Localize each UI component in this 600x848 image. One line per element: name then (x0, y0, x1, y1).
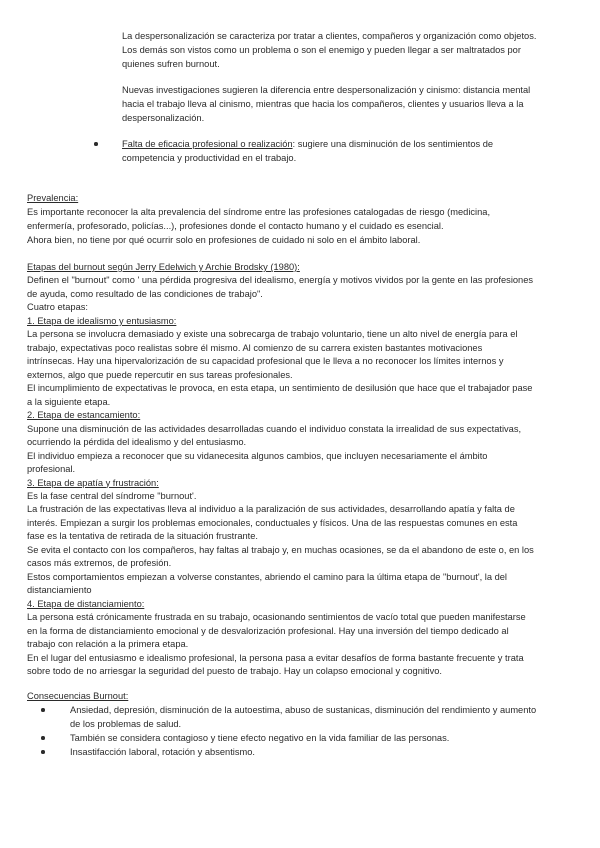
text-line: quienes sufren burnout. (122, 59, 220, 69)
text-line: trabajo, expectativas poco realistas sobre él mismo. Al comienzo de su carrera existen bastantes motivaciones (27, 342, 483, 353)
stage-title-text: 2. Etapa de estancamiento: (27, 410, 141, 421)
text-line: Estos comportamientos empiezan a volverse constantes, abriendo el camino para la última etapa de "burnout', la del (27, 571, 508, 582)
text-line: Definen el "burnout" como ' una pérdida progresiva del idealismo, energía y motivos vividos por la gente en las profesiones (27, 275, 534, 286)
section-heading (27, 261, 534, 274)
text-line: También se considera contagioso y tiene efecto negativo en la vida familiar de las personas. (70, 733, 450, 743)
consecuencias-section (27, 689, 536, 759)
text-line: Supone una disminución de las actividades desarrolladas cuando el individuo constata la irrealidad de sus expectativas, (27, 423, 522, 434)
text-line: Es importante reconocer la alta prevalencia del síndrome entre las profesiones catalogadas de riesgo (medicina, (27, 207, 491, 217)
text-line: La persona se involucra demasiado y existe una sobrecarga de trabajo voluntario, tiene un alto nivel de energía para el (27, 329, 518, 340)
text-line: El incumplimiento de expectativas le provoca, en esta etapa, un sentimiento de desilusión que hace que el trabajador pase (27, 383, 533, 394)
stage-block (27, 598, 534, 679)
stages-count-label: Cuatro etapas: (27, 302, 88, 313)
text-line: competencia y productividad en el trabajo. (122, 153, 297, 163)
bullet-item (70, 745, 536, 759)
bullet-icon (94, 142, 98, 146)
text-line: El individuo empieza a reconocer que su vidanecesita algunos cambios, que incluyen necesariamente el ámbito (27, 450, 488, 461)
text-line: La despersonalización se caracteriza por tratar a clientes, compañeros y organización como objetos. (122, 31, 537, 41)
bullet-icon (41, 708, 45, 712)
text-line (122, 137, 600, 151)
text-line: Insastifacción laboral, rotación y absentismo. (70, 747, 255, 757)
section-heading-text: Prevalencia: (27, 193, 79, 203)
intro-paragraph (122, 83, 530, 125)
section-heading (27, 191, 490, 205)
section-heading-text: Etapas del burnout según Jerry Edelwich y Archie Brodsky (1980): (27, 262, 300, 272)
text-line: intrínsecas. Hay una hipervalorización de su capacidad profesional que le lleva a no reconocer los límites internos y (27, 356, 504, 367)
stage-title (27, 477, 534, 490)
text-line: Ahora bien, no tiene por qué ocurrir solo en profesiones de cuidado ni solo en el ámbito laboral. (27, 235, 421, 245)
bullet-list (70, 703, 536, 759)
bullet-text: : sugiere una disminución de los sentimientos de (292, 139, 494, 149)
text-line: despersonalización. (122, 113, 205, 123)
text-line: ocurriendo la pérdida del idealismo y del entusiasmo. (27, 437, 247, 448)
text-line: Es la fase central del síndrome "burnout'. (27, 490, 197, 501)
text-line: La persona está crónicamente frustrada en su trabajo, ocasionando sentimientos de vacío total que pueden manifestarse (27, 612, 526, 623)
text-line: Ansiedad, depresión, disminución de la autoestima, abuso de sustanicas, disminución del rendimiento y aumento (70, 705, 537, 715)
text-line: sobre todo de no arriesgar la seguridad del puesto de trabajo. Hay un colapso emocional y cognitivo. (27, 666, 443, 677)
text-line: profesional. (27, 464, 76, 475)
stage-title-text: 4. Etapa de distanciamiento: (27, 598, 145, 609)
bullet-term: Falta de eficacia profesional o realización (122, 139, 293, 149)
stage-title (27, 315, 534, 328)
text-line: de los problemas de salud. (70, 719, 182, 729)
text-line: La frustración de las expectativas lleva al individuo a la paralización de sus actividades, desarrollando apatía y falta de (27, 504, 515, 515)
text-line: fase es la tentativa de retirada de la situación frustrante. (27, 531, 259, 542)
text-line: Nuevas investigaciones sugieren la diferencia entre despersonalización y cinismo: distancia mental (122, 85, 531, 95)
text-line: distanciamiento (27, 585, 92, 596)
text-line: En el lugar del entusiasmo e idealismo profesional, la persona pasa a evitar desafíos de forma bastante frecuente y trata (27, 652, 524, 663)
etapas-section (27, 261, 534, 679)
stage-title-text: 1. Etapa de idealismo y entusiasmo: (27, 315, 177, 326)
section-heading-text: Consecuencias Burnout: (27, 691, 129, 701)
stage-title (27, 409, 534, 422)
text-line: trabajo con relación a la primera etapa. (27, 639, 189, 650)
stage-title-text: 3. Etapa de apatía y frustración: (27, 477, 159, 488)
bullet-item (70, 703, 536, 731)
stage-block (27, 477, 534, 598)
text-line: hacia el trabajo lleva al cinismo, mientras que hacia los compañeros, clientes y usuarios lleva a la (122, 99, 524, 109)
text-line: enfermería, profesorado, policías...), profesiones donde el contacto humano y el cuidado es esencial. (27, 221, 444, 231)
prevalencia-section (27, 191, 490, 247)
intro-paragraph (122, 29, 536, 71)
text-line: interés. Empiezan a surgir los problemas emocionales, conductuales y físicos. Una de las respuestas comunes en esta (27, 517, 518, 528)
text-line: externos, algo que puede repercutir en sus tareas profesionales. (27, 369, 293, 380)
bullet-icon (41, 750, 45, 754)
text-line: en la forma de distanciamiento emocional y de desvalorización profesional. Hay una inversión del tiempo dedicado al (27, 625, 509, 636)
text-line: de ayuda, como resultado de las condiciones de trabajo". (27, 288, 263, 299)
text-line: Se evita el contacto con los compañeros, hay faltas al trabajo y, en muchas ocasiones, se da el abandono de este o, en los (27, 544, 534, 555)
text-line: Los demás son vistos como un problema o son el enemigo y pueden llegar a ser maltratados por (122, 45, 521, 55)
section-heading (27, 689, 536, 703)
stage-title (27, 598, 534, 611)
text-line: a la siguiente etapa. (27, 396, 111, 407)
bullet-item (122, 137, 600, 165)
stage-block (27, 409, 534, 476)
text-line: casos más extremos, de profesión. (27, 558, 172, 569)
bullet-icon (41, 736, 45, 740)
bullet-item (70, 731, 536, 745)
stage-block (27, 315, 534, 409)
